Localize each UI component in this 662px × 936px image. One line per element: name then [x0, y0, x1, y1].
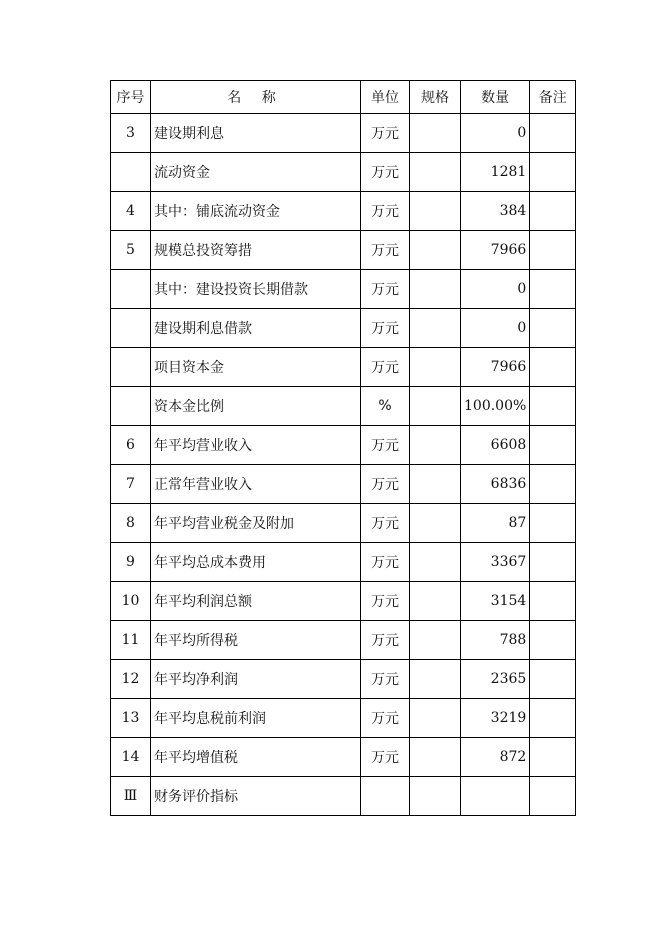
- cell-note: [530, 426, 576, 465]
- cell-qty: 3154: [461, 582, 530, 621]
- cell-unit: 万元: [361, 738, 410, 777]
- cell-name: 年平均增值税: [151, 738, 361, 777]
- cell-name: 规模总投资筹措: [151, 231, 361, 270]
- cell-no: [111, 348, 151, 387]
- cell-no: 12: [111, 660, 151, 699]
- cell-spec: [410, 231, 461, 270]
- cell-note: [530, 777, 576, 816]
- table-row: [111, 231, 576, 270]
- cell-no: 5: [111, 231, 151, 270]
- cell-qty: 384: [461, 192, 530, 231]
- table-row: [111, 699, 576, 738]
- cell-unit: 万元: [361, 348, 410, 387]
- cell-no: 6: [111, 426, 151, 465]
- cell-spec: [410, 348, 461, 387]
- table-row: [111, 660, 576, 699]
- table-row: [111, 426, 576, 465]
- table-row: [111, 270, 576, 309]
- table-row: [111, 543, 576, 582]
- cell-no: [111, 309, 151, 348]
- cell-unit: 万元: [361, 270, 410, 309]
- cell-spec: [410, 621, 461, 660]
- cell-unit: 万元: [361, 621, 410, 660]
- cell-unit: 万元: [361, 114, 410, 153]
- cell-unit: 万元: [361, 192, 410, 231]
- table-row: [111, 309, 576, 348]
- cell-note: [530, 114, 576, 153]
- cell-name: 年平均息税前利润: [151, 699, 361, 738]
- cell-no: 9: [111, 543, 151, 582]
- cell-qty: 100.00%: [461, 387, 530, 426]
- cell-name: 资本金比例: [151, 387, 361, 426]
- cell-note: [530, 348, 576, 387]
- cell-qty: 7966: [461, 348, 530, 387]
- cell-name: 流动资金: [151, 153, 361, 192]
- cell-note: [530, 192, 576, 231]
- cell-note: [530, 543, 576, 582]
- header-name: 名 称: [151, 81, 361, 114]
- table-header-row: [111, 81, 576, 114]
- cell-no: 11: [111, 621, 151, 660]
- cell-note: [530, 660, 576, 699]
- cell-qty: 7966: [461, 231, 530, 270]
- cell-qty: 2365: [461, 660, 530, 699]
- cell-qty: 0: [461, 270, 530, 309]
- table-row: [111, 348, 576, 387]
- cell-no: 10: [111, 582, 151, 621]
- cell-name: 其中：建设投资长期借款: [151, 270, 361, 309]
- cell-note: [530, 621, 576, 660]
- cell-note: [530, 153, 576, 192]
- cell-note: [530, 582, 576, 621]
- table-row: [111, 114, 576, 153]
- cell-no: 13: [111, 699, 151, 738]
- cell-name: 其中：铺底流动资金: [151, 192, 361, 231]
- cell-unit: 万元: [361, 543, 410, 582]
- header-spec: 规格: [410, 81, 461, 114]
- cell-name: 年平均总成本费用: [151, 543, 361, 582]
- cell-note: [530, 231, 576, 270]
- cell-unit: 万元: [361, 504, 410, 543]
- cell-name: 年平均利润总额: [151, 582, 361, 621]
- cell-spec: [410, 114, 461, 153]
- cell-name: 财务评价指标: [151, 777, 361, 816]
- cell-name: 年平均营业税金及附加: [151, 504, 361, 543]
- cell-qty: 872: [461, 738, 530, 777]
- cell-spec: [410, 699, 461, 738]
- cell-qty: 0: [461, 114, 530, 153]
- cell-note: [530, 738, 576, 777]
- cell-spec: [410, 426, 461, 465]
- cell-spec: [410, 309, 461, 348]
- table-row: [111, 153, 576, 192]
- cell-unit: 万元: [361, 231, 410, 270]
- cell-spec: [410, 192, 461, 231]
- cell-unit: 万元: [361, 465, 410, 504]
- cell-spec: [410, 504, 461, 543]
- cell-qty: 788: [461, 621, 530, 660]
- table-row: [111, 192, 576, 231]
- header-unit: 单位: [361, 81, 410, 114]
- cell-name: 年平均所得税: [151, 621, 361, 660]
- cell-no: 8: [111, 504, 151, 543]
- cell-unit: 万元: [361, 153, 410, 192]
- table-row: [111, 504, 576, 543]
- cell-unit: [361, 777, 410, 816]
- cell-qty: 1281: [461, 153, 530, 192]
- cell-no: [111, 270, 151, 309]
- table-row: [111, 777, 576, 816]
- cell-note: [530, 504, 576, 543]
- cell-name: 建设期利息借款: [151, 309, 361, 348]
- cell-no: 14: [111, 738, 151, 777]
- cell-spec: [410, 270, 461, 309]
- table-row: [111, 621, 576, 660]
- cell-qty: 87: [461, 504, 530, 543]
- table-row: [111, 582, 576, 621]
- cell-note: [530, 270, 576, 309]
- cell-no: Ⅲ: [111, 777, 151, 816]
- cell-note: [530, 387, 576, 426]
- cell-unit: 万元: [361, 660, 410, 699]
- cell-spec: [410, 582, 461, 621]
- cell-spec: [410, 465, 461, 504]
- cell-spec: [410, 153, 461, 192]
- cell-name: 年平均净利润: [151, 660, 361, 699]
- financial-summary-table: [110, 80, 576, 816]
- cell-no: [111, 387, 151, 426]
- table-row: [111, 465, 576, 504]
- cell-qty: 6608: [461, 426, 530, 465]
- cell-unit: %: [361, 387, 410, 426]
- cell-note: [530, 465, 576, 504]
- cell-no: 3: [111, 114, 151, 153]
- cell-spec: [410, 777, 461, 816]
- cell-no: 4: [111, 192, 151, 231]
- table-body: [111, 114, 576, 816]
- cell-qty: 3367: [461, 543, 530, 582]
- cell-spec: [410, 387, 461, 426]
- cell-spec: [410, 543, 461, 582]
- cell-name: 建设期利息: [151, 114, 361, 153]
- cell-note: [530, 309, 576, 348]
- table-row: [111, 387, 576, 426]
- table-row: [111, 738, 576, 777]
- cell-note: [530, 699, 576, 738]
- cell-name: 项目资本金: [151, 348, 361, 387]
- cell-qty: [461, 777, 530, 816]
- cell-unit: 万元: [361, 426, 410, 465]
- cell-qty: 6836: [461, 465, 530, 504]
- cell-qty: 0: [461, 309, 530, 348]
- cell-name: 年平均营业收入: [151, 426, 361, 465]
- header-note: 备注: [530, 81, 576, 114]
- header-no: 序号: [111, 81, 151, 114]
- header-qty: 数量: [461, 81, 530, 114]
- cell-unit: 万元: [361, 699, 410, 738]
- cell-no: [111, 153, 151, 192]
- cell-name: 正常年营业收入: [151, 465, 361, 504]
- cell-qty: 3219: [461, 699, 530, 738]
- cell-unit: 万元: [361, 309, 410, 348]
- cell-unit: 万元: [361, 582, 410, 621]
- cell-no: 7: [111, 465, 151, 504]
- cell-spec: [410, 660, 461, 699]
- cell-spec: [410, 738, 461, 777]
